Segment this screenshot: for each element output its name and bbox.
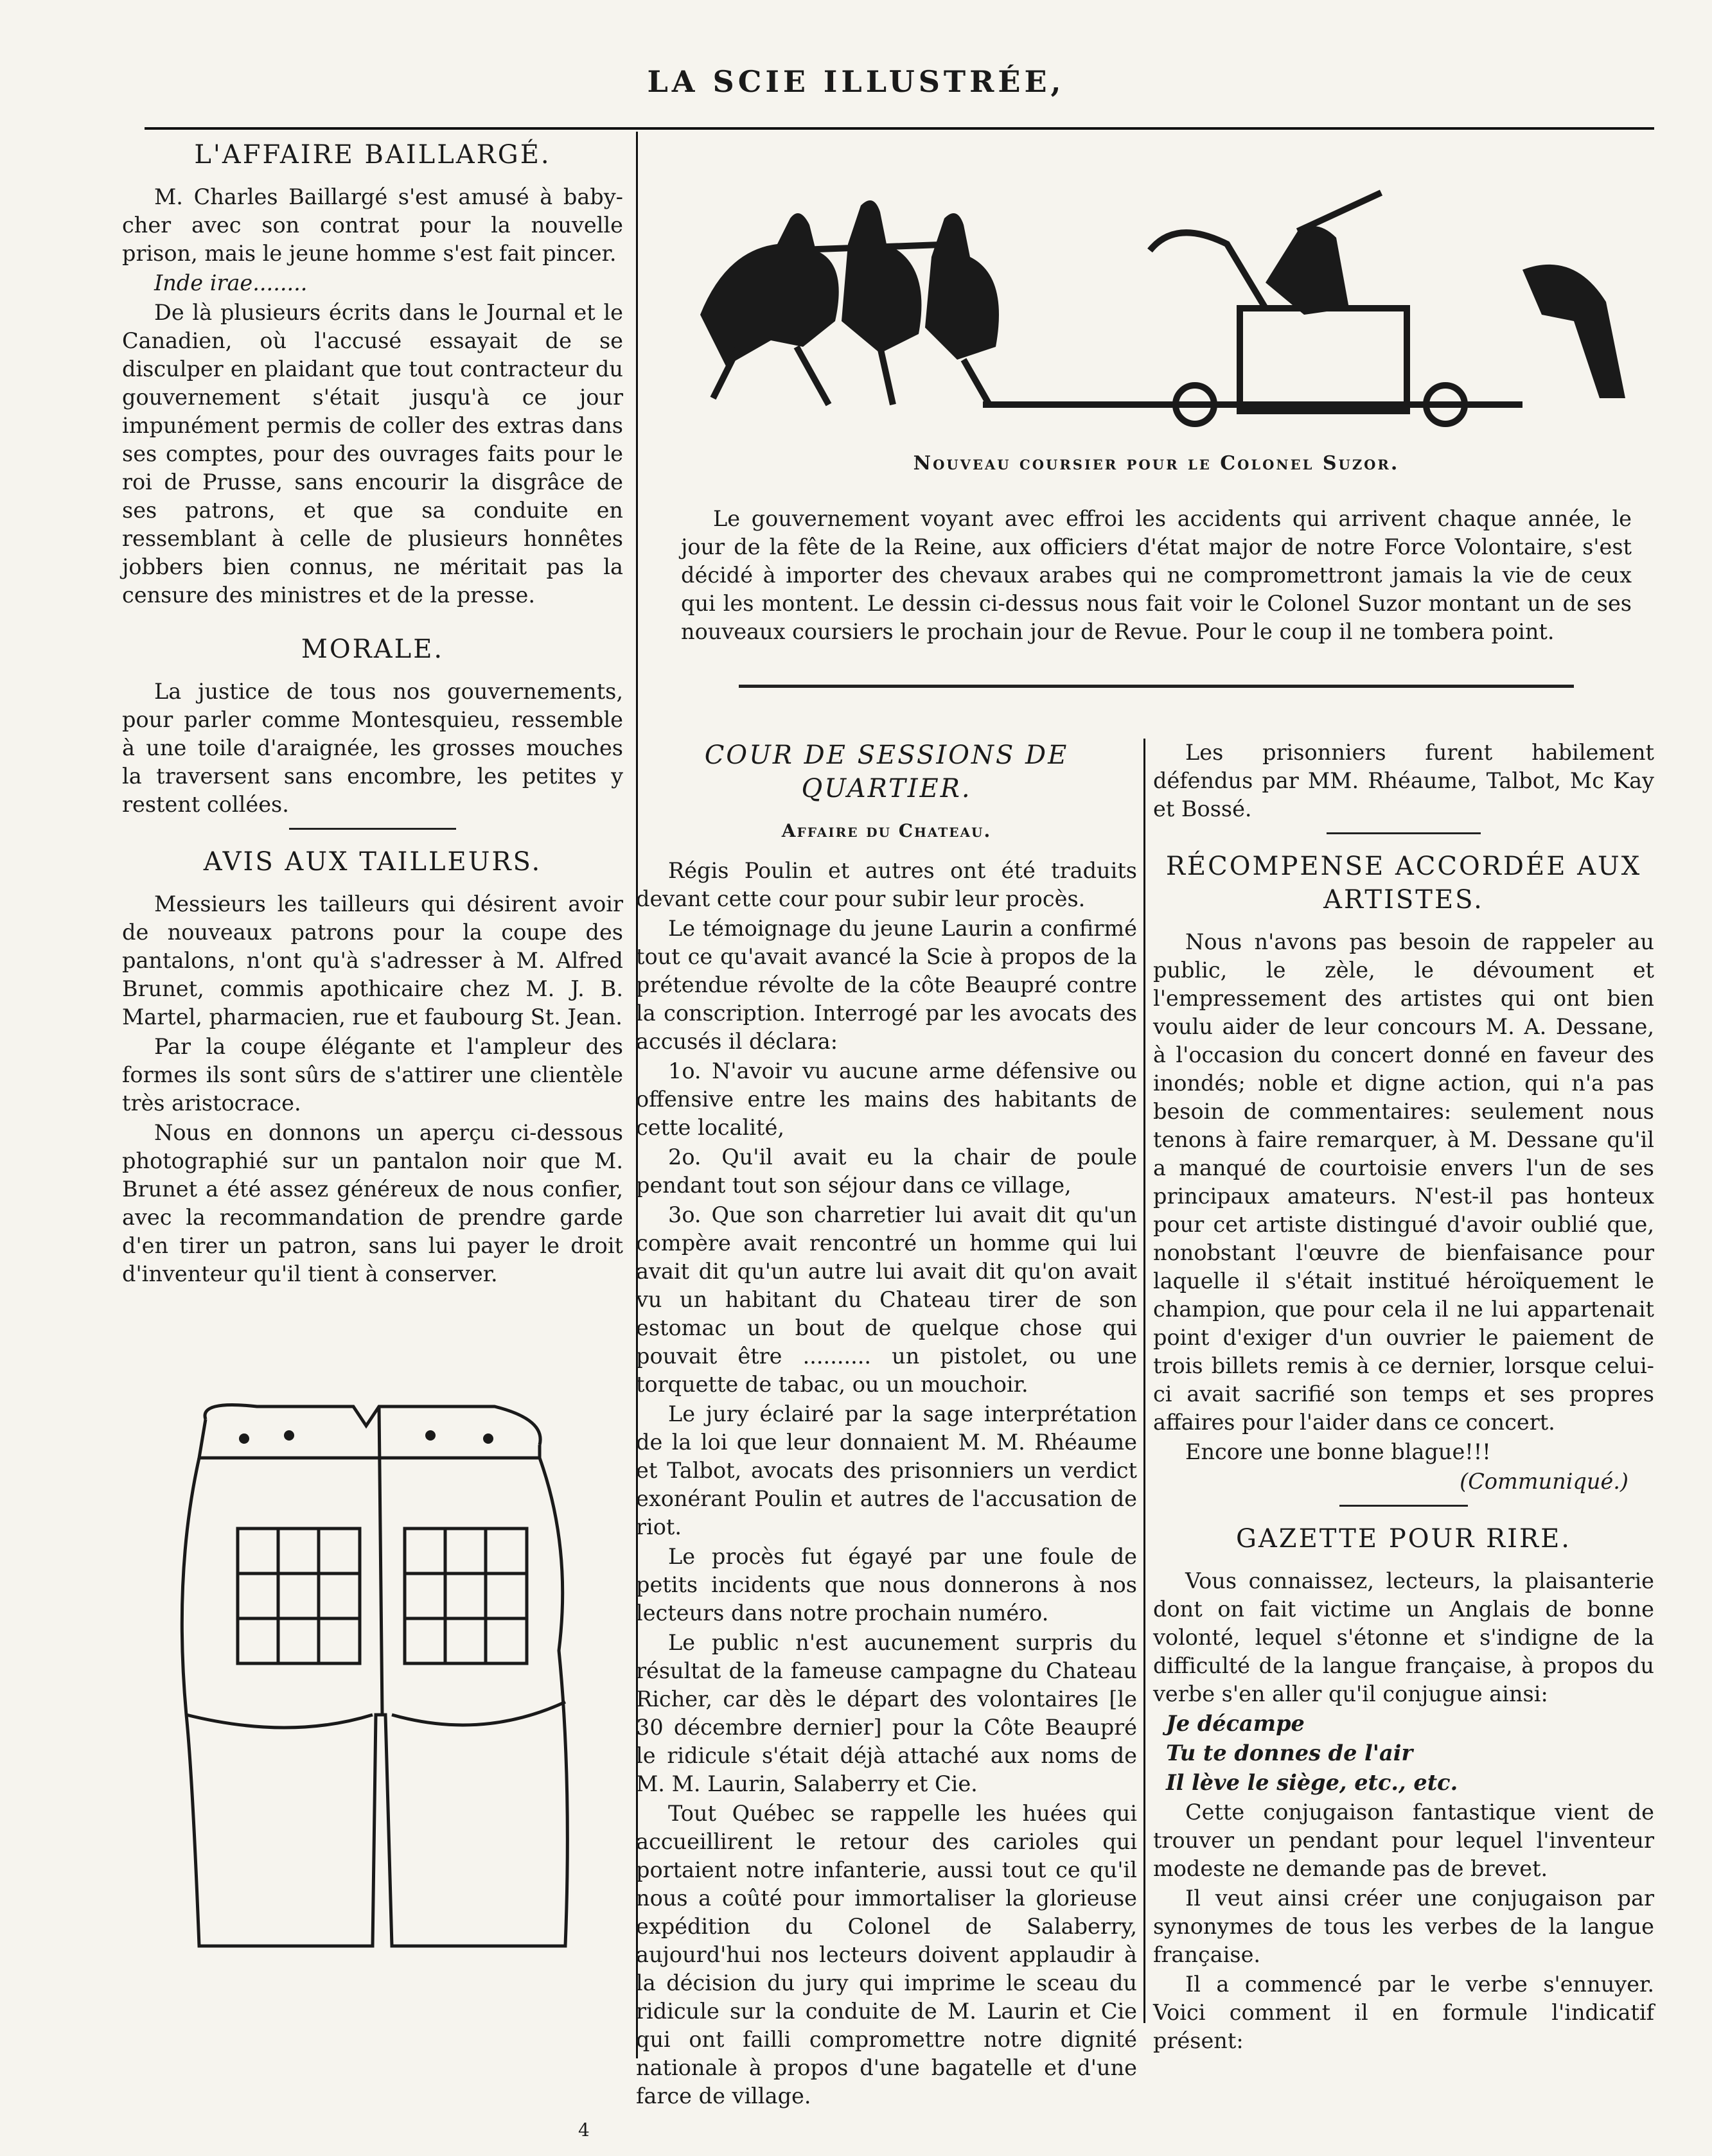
gazette-paragraph: Il veut ainsi créer une conjugaison par synonymes de tous les verbes de la langue française. [1153, 1886, 1654, 1967]
recompense-signature: (Communiqué.) [1460, 1469, 1628, 1494]
cour-title: COUR DE SESSIONS DE QUARTIER. [704, 741, 1069, 803]
affaire-title: L'AFFAIRE BAILLARGÉ. [194, 140, 551, 170]
page-number: 4 [578, 2119, 590, 2141]
masthead: LA SCIE ILLUSTRÉE, [647, 64, 1065, 99]
conjugation-list [1153, 1710, 1654, 1797]
gazette-paragraph: Cette conjugaison fantastique vient de trouver un pendant pour lequel l'inventeur modeste ne demande pas de brevet. [1153, 1800, 1654, 1881]
column-divider-right [1143, 739, 1145, 2023]
recompense-paragraph: Nous n'avons pas besoin de rappeler au public, le zèle, le dévoument et l'empressement des artistes qui ont bien voulu aider de leur concours M. A. Dessane, à l'occasion du concert donné en faveur des inondés; noble et digne action, qui n'a pas besoin de commentaires: seulement nous tenons à faire remarquer, à M. Dessane qu'il a manqué de courtoisie envers l'un de ses principaux amateurs. N'est-il pas honteux pour cet artiste distingué d'avoir oublié que, nonobstant l'œuvre de bienfaisance pour laquelle il s'était institué héroïquement le champion, que pour cela il ne lui appartenait point d'exiger d'un ouvrier le paiement de trois billets remis à ce dernier, lorsque celui-ci avait sacrifié son temps et ses propres affaires pour l'aider dans ce concert. [1153, 929, 1654, 1435]
section-rule [289, 828, 456, 830]
illustration-block [681, 450, 1632, 703]
gazette-paragraph: Il a commencé par le verbe s'ennuyer. Voici comment il en formule l'indicatif présent: [1153, 1972, 1654, 2053]
avis-paragraph: Messieurs les tailleurs qui désirent avoir de nouveaux patrons pour la coupe des pantalons, n'ont qu'à s'adresser à M. Alfred Brunet, commis apothicaire chez M. J. B. Martel, pharmacien, rue et faubourg St. Jean. [122, 891, 623, 1030]
avis-paragraph: Nous en donnons un aperçu ci-dessous photographié sur un pantalon noir que M. Brunet a été assez généreux de nous confier, avec la recommandation de prendre garde d'en tirer un patron, sans lui payer le droit d'inventeur qu'il tient à conserver. [122, 1120, 623, 1286]
morale-paragraph: La justice de tous nos gouvernements, pour parler comme Montesquieu, ressemble à une toile d'araignée, les grosses mouches la traversent sans encombre, les petites y restent collées. [122, 679, 623, 817]
cour-paragraph: Le public n'est aucunement surpris du résultat de la fameuse campagne du Chateau Richer, car dès le départ des volontaires [le 30 décembre dernier] pour la Côte Beaupré le ridicule s'était déjà attaché aux noms de M. M. Laurin, Salaberry et Cie. [636, 1630, 1137, 1796]
conjugation-line: Il lève le siège, etc., etc. [1166, 1770, 1458, 1795]
cour-paragraph: Régis Poulin et autres ont été traduits devant cette cour pour subir leur procès. [636, 858, 1137, 911]
recompense-title: RÉCOMPENSE ACCORDÉE AUX ARTISTES. [1165, 852, 1642, 915]
trousers-illustration [161, 1381, 597, 1959]
illustration-paragraph: Le gouvernement voyant avec effroi les accidents qui arrivent chaque année, le jour de la fête de la Reine, aux officiers d'état major de notre Force Volontaire, s'est décidé à importer des chevaux arabes qui ne compromettront jamais la vie de ceux qui les montent. Le dessin ci-dessus nous fait voir le Colonel Suzor montant un de ses nouveaux coursiers le prochain jour de Revue. Pour le coup il ne tombera point. [681, 506, 1632, 644]
cour-paragraph: Le procès fut égayé par une foule de petits incidents que nous donnerons à nos lecteurs dans notre prochain numéro. [636, 1544, 1137, 1626]
cour-paragraph: 2o. Qu'il avait eu la chair de poule pendant tout son séjour dans ce village, [636, 1144, 1137, 1198]
middle-column [636, 739, 1137, 2112]
section-rule [739, 685, 1574, 688]
affaire-paragraph: Inde irae........ [154, 270, 308, 295]
illustration-caption: Nouveau coursier pour le Colonel Suzor. [913, 452, 1400, 475]
horse-illustration [687, 154, 1645, 437]
avis-paragraph: Par la coupe élégante et l'ampleur des formes ils sont sûrs de s'attirer une clientèle très aristocrace. [122, 1034, 623, 1116]
prisonniers-paragraph: Les prisonniers furent habilement défendus par MM. Rhéaume, Talbot, Mc Kay et Bossé. [1153, 740, 1654, 821]
right-column [1153, 739, 1654, 2056]
section-rule [1339, 1505, 1468, 1507]
cour-paragraph: Le témoignage du jeune Laurin a confirmé tout ce qu'avait avancé la Scie à propos de la prétendue révolte de la côte Beaupré contre la conscription. Interrogé par les avocats des accusés il déclara: [636, 916, 1137, 1054]
cour-paragraph: 3o. Que son charretier lui avait dit qu'un compère avait rencontré un homme qui lui avait dit qu'un autre lui avait dit qu'on avait vu un habitant du Chateau tirer de son estomac un bout de quelque chose qui pouvait être .......... un pistolet, ou une torquette de tabac, ou un mouchoir. [636, 1202, 1137, 1397]
gazette-title: GAZETTE POUR RIRE. [1235, 1524, 1572, 1554]
cour-paragraph: Le jury éclairé par la sage interprétation de la loi que leur donnaient M. M. Rhéaume et Talbot, avocats des prisonniers un verdict exonérant Poulin et autres de l'accusation de riot. [636, 1401, 1137, 1539]
cour-paragraph: 1o. N'avoir vu aucune arme défensive ou offensive entre les mains des habitants de cette localité, [636, 1058, 1137, 1140]
cour-paragraph: Tout Québec se rappelle les huées qui accueillirent le retour des carioles qui portaient notre infanterie, aussi tout ce qu'il nous a coûté pour immortaliser la glorieuse expédition du Colonel de Salaberry, aujourd'hui nos lecteurs doivent applaudir à la décision du jury qui imprime le sceau du ridicule sur la conduite de M. Laurin et Cie qui ont failli compromettre notre dignité nationale à propos d'une bagatelle et d'une farce de village. [636, 1801, 1137, 2108]
affaire-paragraph: De là plusieurs écrits dans le Journal et le Canadien, où l'accusé essayait de se disculper en plaidant que tout contracteur du gouvernement s'était jusqu'à ce jour impunément permis de coller des extras dans ses comptes, pour des ouvrages faits pour le roi de Prusse, sans encourir la disgrâce de ses patrons, et que sa conduite en ressemblant à celle de plusieurs honnêtes jobbers bien connus, ne méritait pas la censure des ministres et de la presse. [122, 300, 623, 608]
conjugation-line: Je décampe [1166, 1711, 1305, 1736]
avis-title: AVIS AUX TAILLEURS. [203, 847, 542, 877]
masthead-rule [145, 127, 1654, 130]
affaire-paragraph: M. Charles Baillargé s'est amusé à baby-cher avec son contrat pour la nouvelle prison, mais le jeune homme s'est fait pincer. [122, 184, 623, 266]
recompense-paragraph: Encore une bonne blague!!! [1185, 1439, 1491, 1464]
cour-subtitle: Affaire du Chateau. [781, 820, 992, 841]
morale-title: MORALE. [301, 635, 445, 664]
left-column [122, 138, 623, 1290]
gazette-paragraph: Vous connaissez, lecteurs, la plaisanterie dont on fait victime un Anglais de bonne volonté, lequel s'étonne et s'indigne de la difficulté de la langue française, à propos du verbe s'en aller qu'il conjugue ainsi: [1153, 1568, 1654, 1706]
conjugation-line: Tu te donnes de l'air [1166, 1740, 1413, 1766]
section-rule [1327, 832, 1481, 834]
